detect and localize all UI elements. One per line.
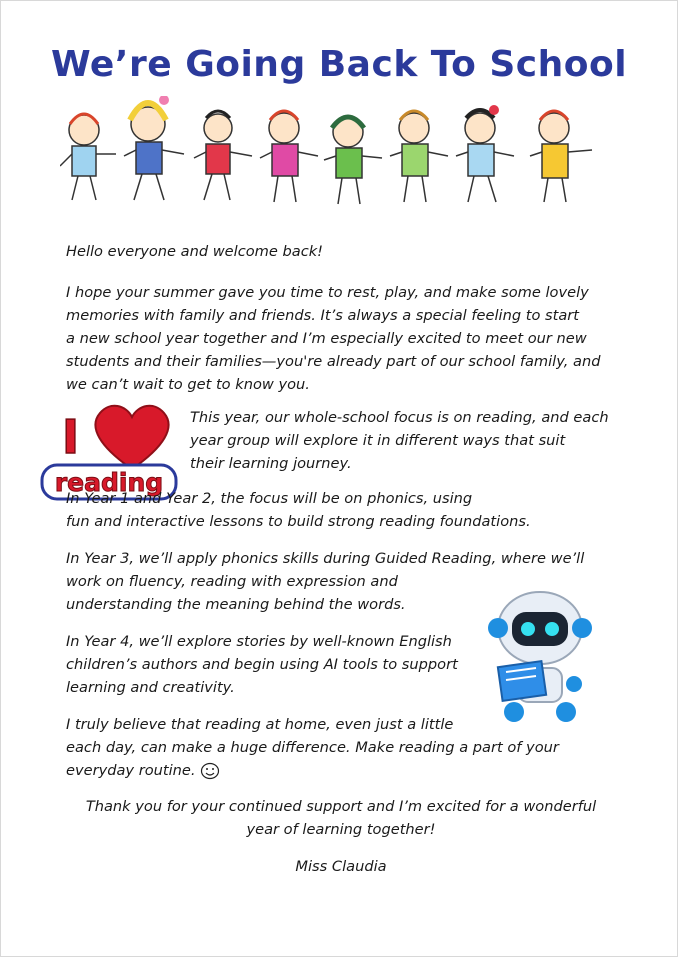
year4-paragraph: In Year 4, we’ll explore stories by well-known English children’s authors and begin using AI tools to support learning and creativity. xyxy=(66,633,458,696)
summer-paragraph: I hope your summer gave you time to rest, play, and make some lovely memories with family and friends. It’s always a special feeling to start a new school year together and I’m especially excited to meet our new students and their families—you're already part of our school family, and we can’t wait to get to know you. xyxy=(66,284,601,393)
home-reading-paragraph xyxy=(66,713,616,782)
svg-text:reading: reading xyxy=(54,468,164,497)
child-figure xyxy=(60,114,116,200)
home-reading-text: I truly believe that reading at home, even just a little each day, can make a huge difference. Make reading a part of your everyday routine. xyxy=(66,716,559,779)
page-title: We’re Going Back To School xyxy=(50,44,628,85)
child-figure xyxy=(324,117,382,204)
child-figure xyxy=(124,96,184,200)
signature: Miss Claudia xyxy=(295,858,387,875)
thanks-paragraph: Thank you for your continued support and I’m excited for a wonderful year of learning together! xyxy=(85,798,597,838)
child-figure xyxy=(456,105,514,202)
child-figure xyxy=(260,111,318,202)
child-figure xyxy=(530,111,592,202)
svg-text:I: I xyxy=(62,410,80,464)
year3-paragraph: In Year 3, we’ll apply phonics skills during Guided Reading, where we’ll work on fluency, reading with expression and understanding the meaning behind the words. xyxy=(66,550,585,613)
robot-reading-illustration xyxy=(484,584,596,726)
greeting-text: Hello everyone and welcome back! xyxy=(66,243,324,260)
children-illustration xyxy=(60,96,620,220)
year12-paragraph: In Year 1 and Year 2, the focus will be on phonics, using fun and interactive lessons to build strong reading foundations. xyxy=(66,490,531,530)
child-figure xyxy=(194,111,252,200)
focus-paragraph: This year, our whole-school focus is on reading, and each year group will explore it in different ways that suit their learning journey. xyxy=(190,409,609,472)
child-figure xyxy=(390,111,448,202)
smiley-icon xyxy=(200,762,220,780)
